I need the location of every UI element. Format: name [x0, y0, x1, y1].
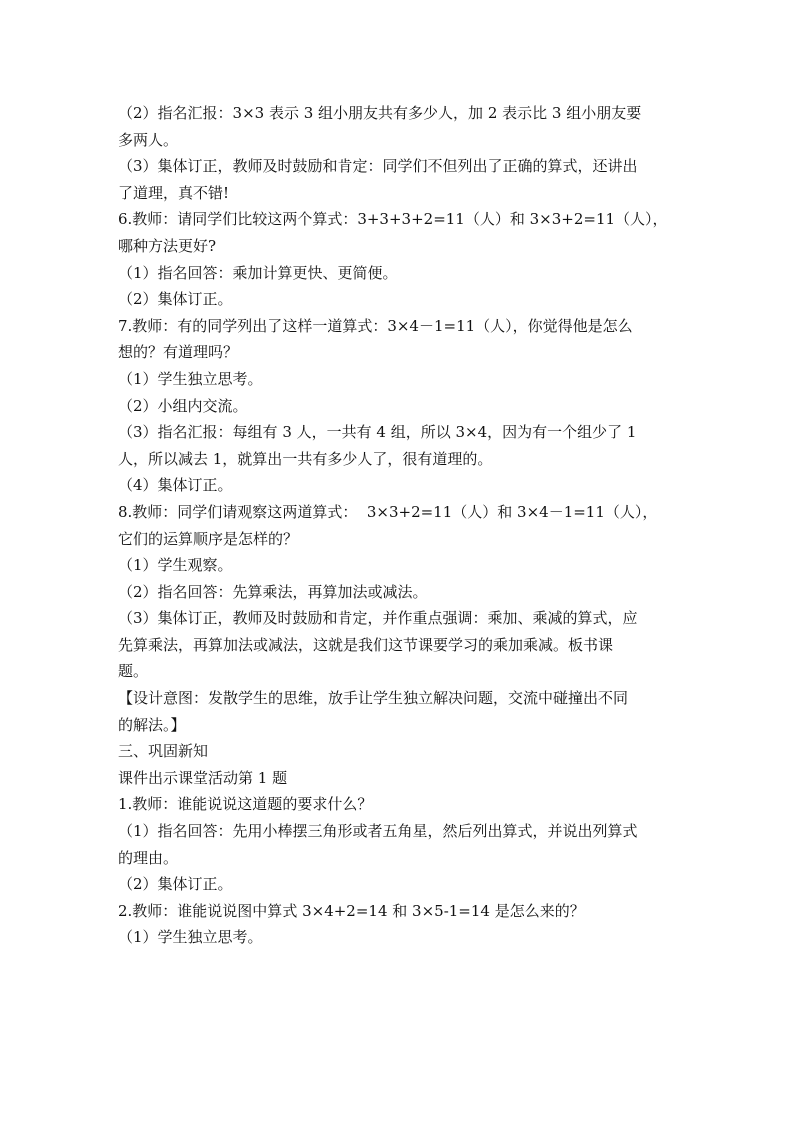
text-line: 课件出示课堂活动第 1 题 — [118, 768, 288, 787]
text-line: 人，所以减去 1，就算出一共有多少人了，很有道理的。 — [118, 449, 493, 468]
text-line: 想的？有道理吗？ — [118, 343, 239, 362]
text-line: （1）学生独立思考。 — [118, 928, 263, 947]
text-line: （2）集体订正。 — [118, 290, 233, 309]
text-line: 6.教师：请同学们比较这两个算式：3+3+3+2=11（人）和 3×3+2=11（人）， — [118, 210, 668, 229]
text-line: 了道理，真不错! — [118, 183, 230, 202]
text-line: （1）指名回答：乘加计算更快、更简便。 — [118, 263, 398, 282]
text-line: 的理由。 — [118, 848, 179, 867]
text-line: （2）指名汇报：3×3 表示 3 组小朋友共有多少人，加 2 表示比 3 组小朋友要 — [118, 104, 642, 122]
text-line: （2）集体订正。 — [118, 875, 233, 894]
text-line: （1）学生观察。 — [118, 556, 233, 575]
text-line: （2）指名回答：先算乘法，再算加法或减法。 — [118, 582, 428, 601]
text-line: 8.教师：同学们请观察这两道算式： 3×3+2=11（人）和 3×4－1=11（人）， — [118, 502, 658, 521]
text-line: （3）集体订正，教师及时鼓励和肯定：同学们不但列出了正确的算式，还讲出 — [118, 157, 638, 176]
text-line: 多两人。 — [118, 130, 179, 149]
text-line: 7.教师：有的同学列出了这样一道算式：3×4－1=11（人），你觉得他是怎么 — [118, 316, 633, 335]
text-line: （1）指名回答：先用小棒摆三角形或者五角星，然后列出算式，并说出列算式 — [118, 822, 638, 841]
design-intent-note: 的解法。】 — [118, 715, 186, 734]
design-intent-note: 【设计意图：发散学生的思维，放手让学生独立解决问题，交流中碰撞出不同 — [118, 689, 629, 708]
text-line: 先算乘法，再算加法或减法，这就是我们这节课要学习的乘加乘减。板书课 — [118, 635, 614, 654]
section-heading: 三、巩固新知 — [118, 742, 209, 761]
text-line: 2.教师：谁能说说图中算式 3×4+2=14 和 3×5-1=14 是怎么来的？ — [118, 901, 585, 920]
text-line: 它们的运算顺序是怎样的？ — [118, 529, 299, 548]
text-line: （1）学生独立思考。 — [118, 369, 263, 388]
document-body — [118, 100, 678, 951]
text-line: 题。 — [118, 662, 149, 681]
text-line: （4）集体订正。 — [118, 476, 233, 495]
text-line: （2）小组内交流。 — [118, 396, 248, 415]
text-line: 哪种方法更好? — [118, 236, 217, 255]
text-line: 1.教师：谁能说说这道题的要求什么？ — [118, 795, 373, 814]
text-line: （3）集体订正，教师及时鼓励和肯定，并作重点强调：乘加、乘减的算式，应 — [118, 609, 638, 628]
text-line: （3）指名汇报：每组有 3 人，一共有 4 组，所以 3×4，因为有一个组少了 1 — [118, 423, 637, 442]
